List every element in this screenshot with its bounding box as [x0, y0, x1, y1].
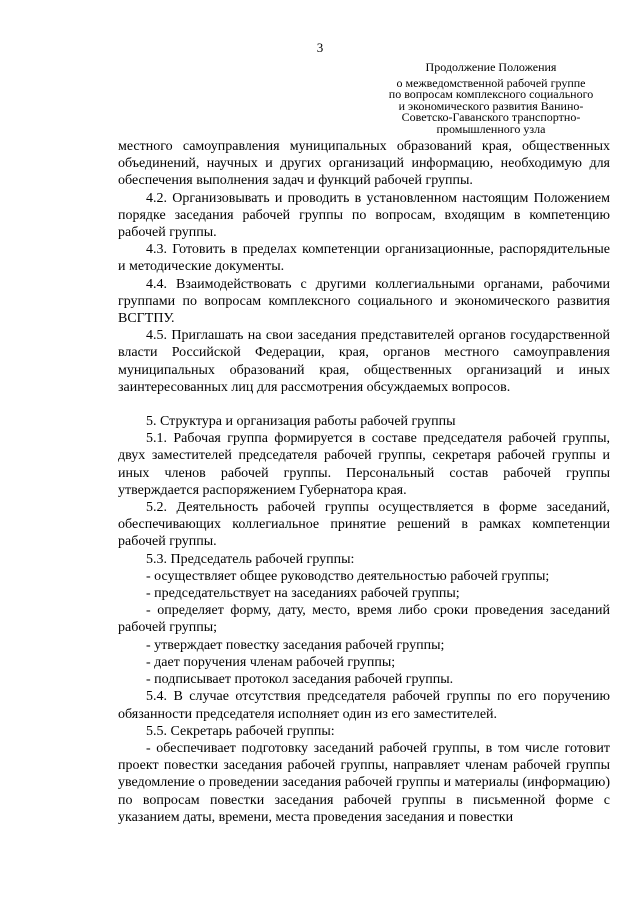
document-body: [118, 138, 610, 826]
paragraph: 5.3. Председатель рабочей группы:: [146, 551, 355, 567]
paragraph: 4.4. Взаимодействовать с другими коллегиальными органами, рабочими группами по вопросам комплексного социального и экономического развития ВСГТПУ.: [118, 276, 610, 327]
list-item: - осуществляет общее руководство деятельностью рабочей группы;: [146, 568, 550, 584]
header-line: по вопросам комплексного социального: [388, 87, 594, 101]
paragraph: 4.5. Приглашать на свои заседания представителей органов государственной власти Российской Федерации, края, органов местного самоуправления муниципальных образований края, общественных организаций и иных заинтересованных лиц для рассмотрения обсуждаемых вопросов.: [118, 328, 610, 395]
header-line: промышленного узла: [436, 121, 546, 136]
paragraph: 4.2. Организовывать и проводить в установленном настоящим Положением порядке заседания рабочей группы по вопросам, входящим в компетенцию рабочей группы.: [118, 190, 610, 241]
header-line: о межведомственной рабочей группе: [396, 75, 586, 90]
paragraph: 5.4. В случае отсутствия председателя рабочей группы по его поручению обязанности председателя исполняет один из его заместителей.: [118, 689, 610, 722]
header-title: Продолжение Положения: [425, 60, 557, 74]
paragraph: 5.2. Деятельность рабочей группы осуществляется в форме заседаний, обеспечивающих коллегиальное принятие решений в рамках компетенции рабочей группы.: [118, 500, 610, 550]
header-line: Советско-Гаванского транспортно-: [401, 110, 581, 124]
paragraph: местного самоуправления муниципальных образований края, общественных объединений, научных и других организаций информацию, необходимую для обеспечения выполнения задач и функций рабочей группы.: [118, 139, 610, 189]
list-item: - обеспечивает подготовку заседаний рабочей группы, в том числе готовит проект повестки заседания рабочей группы, направляет членам рабочей группы уведомление о проведении заседания рабочей группы и материалы (информацию) по вопросам повестки заседания рабочей группы в письменной форме с указанием даты, времени, места проведения заседания и повестки: [118, 740, 610, 825]
list-item: - дает поручения членам рабочей группы;: [146, 654, 396, 670]
paragraph: 5.1. Рабочая группа формируется в составе председателя рабочей группы, двух заместителей председателя рабочей группы, секретаря рабочей группы и иных членов рабочей группы. Персональный состав рабочей группы утверждается распоряжением Губернатора края.: [118, 431, 610, 498]
section-heading: 5. Структура и организация работы рабочей группы: [146, 414, 456, 430]
list-item: - подписывает протокол заседания рабочей группы.: [146, 672, 454, 688]
header-line: и экономического развития Ванино-: [398, 98, 584, 113]
document-header: [372, 62, 610, 135]
page-number: 3: [316, 40, 324, 55]
list-item: - определяет форму, дату, место, время либо сроки проведения заседаний рабочей группы;: [118, 603, 610, 636]
list-item: - председательствует на заседаниях рабочей группы;: [146, 586, 460, 602]
list-item: - утверждает повестку заседания рабочей группы;: [146, 637, 445, 653]
paragraph: 4.3. Готовить в пределах компетенции организационные, распорядительные и методические документы.: [118, 242, 610, 275]
paragraph: 5.5. Секретарь рабочей группы:: [146, 723, 335, 739]
